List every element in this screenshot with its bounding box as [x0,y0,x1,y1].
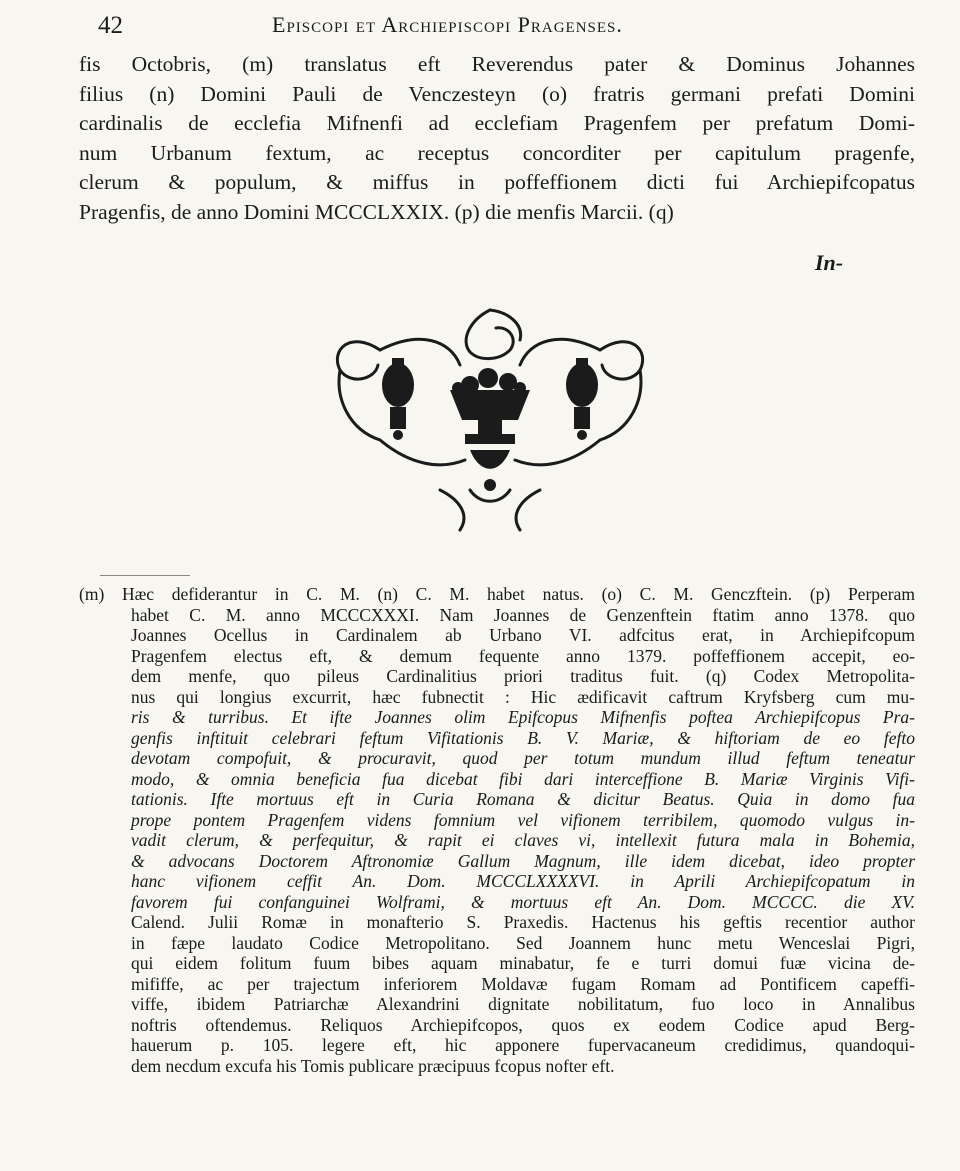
footnote-line: viffe, ibidem Patriarchæ Alexandrini dignitate nobilitatum, fuo loco in Annalibus [131,994,915,1014]
catchword: In- [815,250,844,275]
footnote-line: vadit clerum, & perfequitur, & rapit ei claves vi, intellexit futura mala in Bohemia, [131,830,915,850]
footnote-line: modo, & omnia beneficia fua dicebat fibi dari interceffione B. Mariæ Virginis Vifi- [131,768,915,789]
footnotes [79,584,915,1076]
footnote-line: hauerum p. 105. legere eft, hic apponere fupervacaneum credidimus, quandoqui- [131,1035,915,1055]
text-line: cardinalis de ecclefia Mifnenfi ad ecclefiam Pragenfem per prefatum Domi- [79,111,915,135]
footnote-line: prope pontem Pragenfem videns fomnium vel vifionem terribilem, quomodo vulgus in- [131,809,915,830]
running-title: Episcopi et Archiepiscopi Pragenses. [272,12,623,37]
page-number: 42 [98,12,123,39]
footnote-line: ris & turribus. Et ifte Joannes olim Epifcopus Mifnenfis poftea Archiepifcopus Pra- [131,707,915,727]
text-line: filius (n) Domini Pauli de Venczesteyn (o) fratris germani prefati Domini [79,81,915,106]
footnote-line: nus qui longius excurrit, hæc fubnectit : Hic ædificavit caftrum Kryfsberg cum mu- [131,686,915,707]
text-line: num Urbanum fextum, ac receptus concorditer per capitulum pragenfe, [79,140,915,165]
footnote-line: mififfe, ac per trajectum inferiorem Moldavæ fugam Romam ad Pontificem capeffi- [131,973,915,994]
footnote-line: dem necdum excufa his Tomis publicare præcipuus fcopus nofter eft. [131,1055,615,1076]
footnote-line: dem menfe, quo pileus Cardinalitius priori traditus fuit. (q) Codex Metropolita- [131,666,915,686]
footnote-line: tationis. Ifte mortuus eft in Curia Romana & dicitur Beatus. Quia in domo fua [131,789,915,809]
footnote-line: qui eidem folitum fuum bibes aquam minabatur, fe e turri domui fuæ vicina de- [131,953,915,973]
footnote-line: in fæpe laudato Codice Metropolitano. Sed Joannem hunc metu Wenceslai Pigri, [131,932,915,953]
footnote-line: Calend. Julii Romæ in monafterio S. Praxedis. Hactenus his geftis recentior author [131,912,915,932]
text-line: clerum & populum, & miffus in poffeffionem dicti fui Archiepifcopatus [79,170,915,194]
footnote-line: hanc vifionem ceffit An. Dom. MCCCLXXXXVI. in Aprili Archiepifcopatum in [131,871,915,891]
footnote-line: & advocans Doctorem Aftronomiæ Gallum Magnum, ille idem dicebat, ideo propter [131,850,915,871]
footnote-rule [100,575,190,576]
footnote-line: favorem fui confanguinei Wolframi, & mortuus eft An. Dom. MCCCC. die XV. [131,891,915,912]
floral-vignette-icon [320,290,660,540]
text-line: fis Octobris, (m) translatus eft Reverendus pater & Dominus Johannes [79,52,915,76]
footnote-line: devotam compofuit, & procuravit, quod per totum mundum illud feftum teneatur [131,748,915,768]
footnote-line: habet C. M. anno MCCCXXXI. Nam Joannes de Genzenftein ftatim anno 1378. quo [131,604,915,625]
footnote-line: Pragenfem electus eft, & demum fequente anno 1379. poffeffionem accepit, eo- [131,645,915,666]
footnote-line: genfis inftituit celebrari feftum Vifitationis B. V. Mariæ, & hiftoriam de eo fefto [131,727,915,748]
footnote-line: Joannes Ocellus in Cardinalem ab Urbano VI. adfcitus erat, in Archiepifcopum [131,625,915,645]
main-text [79,50,915,227]
text-line: Pragenfis, de anno Domini MCCCLXXIX. (p) die menfis Marcii. (q) [79,199,674,224]
footnote-line: (m) Hæc defiderantur in C. M. (n) C. M. habet natus. (o) C. M. Genczftein. (p) Perperam [79,584,915,604]
footnote-line: noftris oftendemus. Reliquos Archiepifcopos, quos ex eodem Codice apud Berg- [131,1014,915,1035]
